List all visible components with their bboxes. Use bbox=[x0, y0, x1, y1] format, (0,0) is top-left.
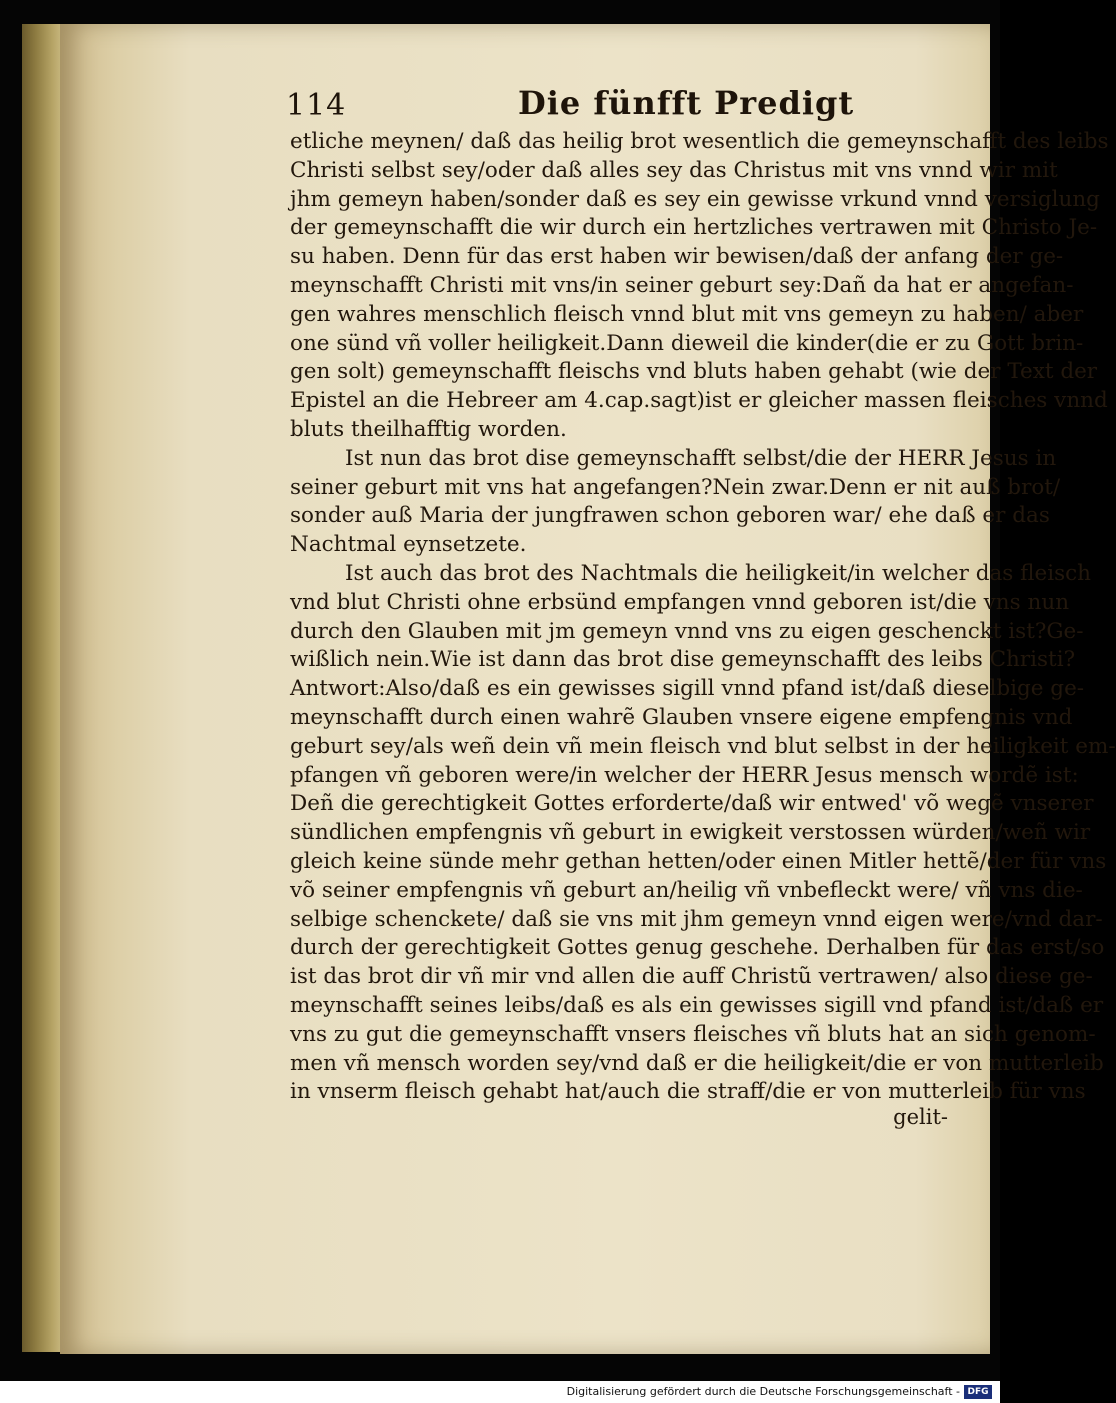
text-line: vnd blut Christi ohne erbsünd empfangen vnnd geboren ist/die vns nun bbox=[290, 589, 1070, 615]
text-line: durch der gerechtigkeit Gottes genug geschehe. Derhalben für das erst/so bbox=[290, 935, 1105, 961]
text-line: su haben. Denn für das erst haben wir bewisen/daß der anfang der ge- bbox=[290, 244, 1064, 270]
text-line: bluts theilhafftig worden. bbox=[290, 416, 567, 442]
dfg-logo: DFG bbox=[964, 1385, 992, 1399]
text-line: gen wahres menschlich fleisch vnnd blut mit vns gemeyn zu haben/ aber bbox=[290, 301, 1084, 327]
catchword: gelit- bbox=[893, 1105, 948, 1129]
text-line: Deñ die gerechtigkeit Gottes erforderte/daß wir entwed' võ wegẽ vnserer bbox=[290, 791, 1094, 817]
text-line: durch den Glauben mit jm gemeyn vnnd vns zu eigen geschenckt ist?Ge- bbox=[290, 618, 1084, 644]
text-line: gleich keine sünde mehr gethan hetten/oder einen Mitler hettẽ/der für vns bbox=[290, 848, 1107, 874]
text-line: geburt sey/als weñ dein vñ mein fleisch vnd blut selbst in der heiligkeit em- bbox=[290, 733, 1116, 759]
paragraph bbox=[290, 560, 1116, 1107]
text-line: võ seiner empfengnis vñ geburt an/heilig vñ vnbefleckt were/ vñ vns die- bbox=[290, 877, 1083, 903]
text-line: jhm gemeyn haben/sonder daß es sey ein gewisse vrkund vnnd versiglung bbox=[290, 186, 1100, 212]
text-line: ist das brot dir vñ mir vnd allen die auff Christũ vertrawen/ also diese ge- bbox=[290, 964, 1093, 990]
paragraph bbox=[290, 445, 1061, 560]
text-line: pfangen vñ geboren were/in welcher der HERR Jesus mensch wordẽ ist: bbox=[290, 762, 1079, 788]
text-line: meynschafft Christi mit vns/in seiner geburt sey:Dañ da hat er angefan- bbox=[290, 272, 1074, 298]
text-line: vns zu gut die gemeynschafft vnsers fleisches vñ bluts hat an sich genom- bbox=[290, 1021, 1096, 1047]
text-line: meynschafft seines leibs/daß es als ein gewisses sigill vnd pfand ist/daß er bbox=[290, 992, 1104, 1018]
digitization-credit: Digitalisierung gefördert durch die Deutsche Forschungsgemeinschaft - bbox=[566, 1385, 960, 1398]
text-line: sündlichen empfengnis vñ geburt in ewigkeit verstossen würden/weñ wir bbox=[290, 820, 1091, 846]
text-line: Ist nun das brot dise gemeynschafft selbst/die der HERR Jesus in bbox=[345, 445, 1057, 471]
text-line: gen solt) gemeynschafft fleischs vnd bluts haben gehabt (wie der Text der bbox=[290, 359, 1098, 385]
text-line: in vnserm fleisch gehabt hat/auch die straff/die er von mutterleib für vns bbox=[290, 1079, 1086, 1105]
text-line: sonder auß Maria der jungfrawen schon geboren war/ ehe daß er das bbox=[290, 503, 1050, 529]
text-line: meynschafft durch einen wahrẽ Glauben vnsere eigene empfengnis vnd bbox=[290, 704, 1073, 730]
text-line: Ist auch das brot des Nachtmals die heiligkeit/in welcher das fleisch bbox=[345, 560, 1092, 586]
text-line: Christi selbst sey/oder daß alles sey das Christus mit vns vnnd wir mit bbox=[290, 157, 1058, 183]
text-line: selbige schenckete/ daß sie vns mit jhm gemeyn vnnd eigen were/vnd dar- bbox=[290, 906, 1103, 932]
text-line: etliche meynen/ daß das heilig brot wesentlich die gemeynschafft des leibs bbox=[290, 129, 1109, 154]
running-title: Die fünfft Predigt bbox=[518, 84, 855, 122]
text-line: seiner geburt mit vns hat angefangen?Nein zwar.Denn er nit auß brot/ bbox=[290, 474, 1061, 500]
text-line: men vñ mensch worden sey/vnd daß er die heiligkeit/die er von mutterleib bbox=[290, 1050, 1104, 1076]
text-line: one sünd vñ voller heiligkeit.Dann dieweil die kinder(die er zu Gott brin- bbox=[290, 330, 1084, 356]
text-line: Antwort:Also/daß es ein gewisses sigill vnnd pfand ist/daß dieselbige ge- bbox=[290, 676, 1085, 702]
text-line: der gemeynschafft die wir durch ein hertzliches vertrawen mit Christo Je- bbox=[290, 215, 1098, 241]
main-text bbox=[290, 128, 1116, 1107]
paragraph bbox=[290, 128, 1109, 445]
text-line: wißlich nein.Wie ist dann das brot dise gemeynschafft des leibs Christi? bbox=[290, 647, 1076, 673]
text-line: Epistel an die Hebreer am 4.cap.sagt)ist er gleicher massen fleisches vnnd bbox=[290, 388, 1108, 414]
text-line: Nachtmal eynsetzete. bbox=[290, 532, 527, 558]
page-number: 114 bbox=[286, 88, 347, 123]
